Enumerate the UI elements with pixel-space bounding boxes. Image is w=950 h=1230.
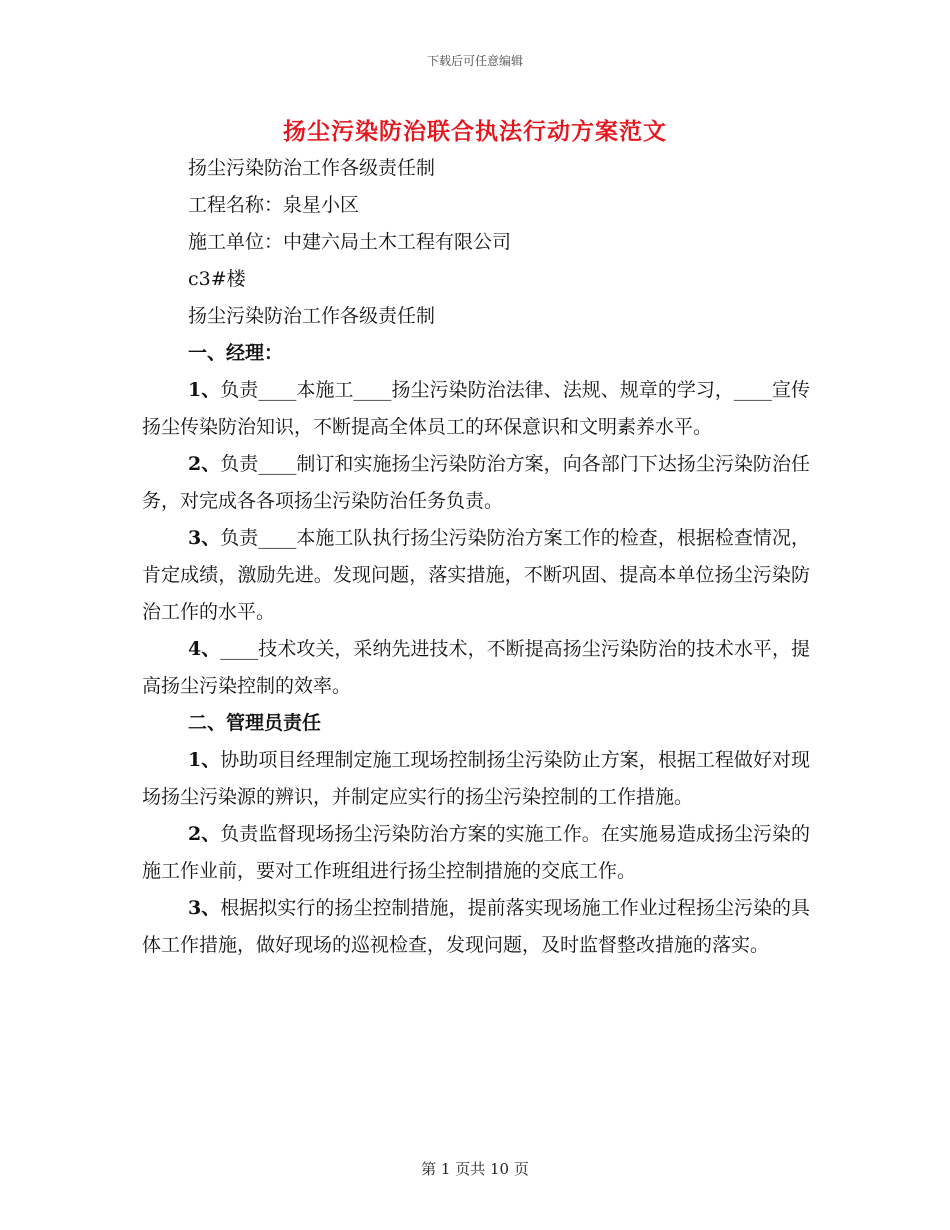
item-text: 负责____制订和实施扬尘污染防治方案，向各部门下达扬尘污染防治任务，对完成各各项扬尘污染防治任务负责。 [142, 453, 810, 512]
manager-item [142, 520, 810, 631]
item-number: 3、 [188, 527, 221, 549]
item-number: 2、 [188, 823, 221, 845]
item-number: 1、 [188, 749, 221, 771]
item-number: 1、 [188, 379, 221, 401]
administrator-item [142, 816, 810, 890]
item-text: 根据拟实行的扬尘控制措施，提前落实现场施工作业过程扬尘污染的具体工作措施，做好现场的巡视检查，发现问题，及时监督整改措施的落实。 [142, 897, 810, 956]
section-heading-manager: 一、经理： [188, 342, 284, 364]
page-number: 第 1 页共 10 页 [421, 1160, 529, 1178]
manager-item [142, 372, 810, 446]
intro-line: 扬尘污染防治工作各级责任制 [188, 157, 436, 179]
intro-line: 工程名称：泉星小区 [188, 194, 360, 216]
intro-line: 扬尘污染防治工作各级责任制 [188, 305, 436, 327]
page-header-note: 下载后可任意编辑 [426, 54, 523, 68]
section-heading-administrator: 二、管理员责任 [188, 712, 322, 734]
document-body [142, 150, 810, 964]
administrator-item [142, 890, 810, 964]
item-text: 协助项目经理制定施工现场控制扬尘污染防止方案，根据工程做好对现场扬尘污染源的辨识，并制定应实行的扬尘污染控制的工作措施。 [142, 749, 810, 808]
administrator-item [142, 742, 810, 816]
document-title: 扬尘污染防治联合执法行动方案范文 [283, 118, 667, 145]
item-number: 3、 [188, 897, 221, 919]
manager-item [142, 446, 810, 520]
intro-line: c3#楼 [188, 268, 246, 290]
manager-item [142, 631, 810, 705]
item-text: 负责监督现场扬尘污染防治方案的实施工作。在实施易造成扬尘污染的施工作业前，要对工作班组进行扬尘控制措施的交底工作。 [142, 823, 810, 882]
item-number: 2、 [188, 453, 221, 475]
item-number: 4、 [188, 638, 221, 660]
item-text: 负责____本施工队执行扬尘污染防治方案工作的检查，根据检查情况，肯定成绩，激励先进。发现问题，落实措施，不断巩固、提高本单位扬尘污染防治工作的水平。 [142, 527, 810, 623]
item-text: 负责____本施工____扬尘污染防治法律、法规、规章的学习，____宣传扬尘传染防治知识，不断提高全体员工的环保意识和文明素养水平。 [142, 379, 810, 438]
item-text: ____技术攻关，采纳先进技术，不断提高扬尘污染防治的技术水平，提高扬尘污染控制的效率。 [142, 638, 810, 697]
intro-line: 施工单位：中建六局土木工程有限公司 [188, 231, 512, 253]
